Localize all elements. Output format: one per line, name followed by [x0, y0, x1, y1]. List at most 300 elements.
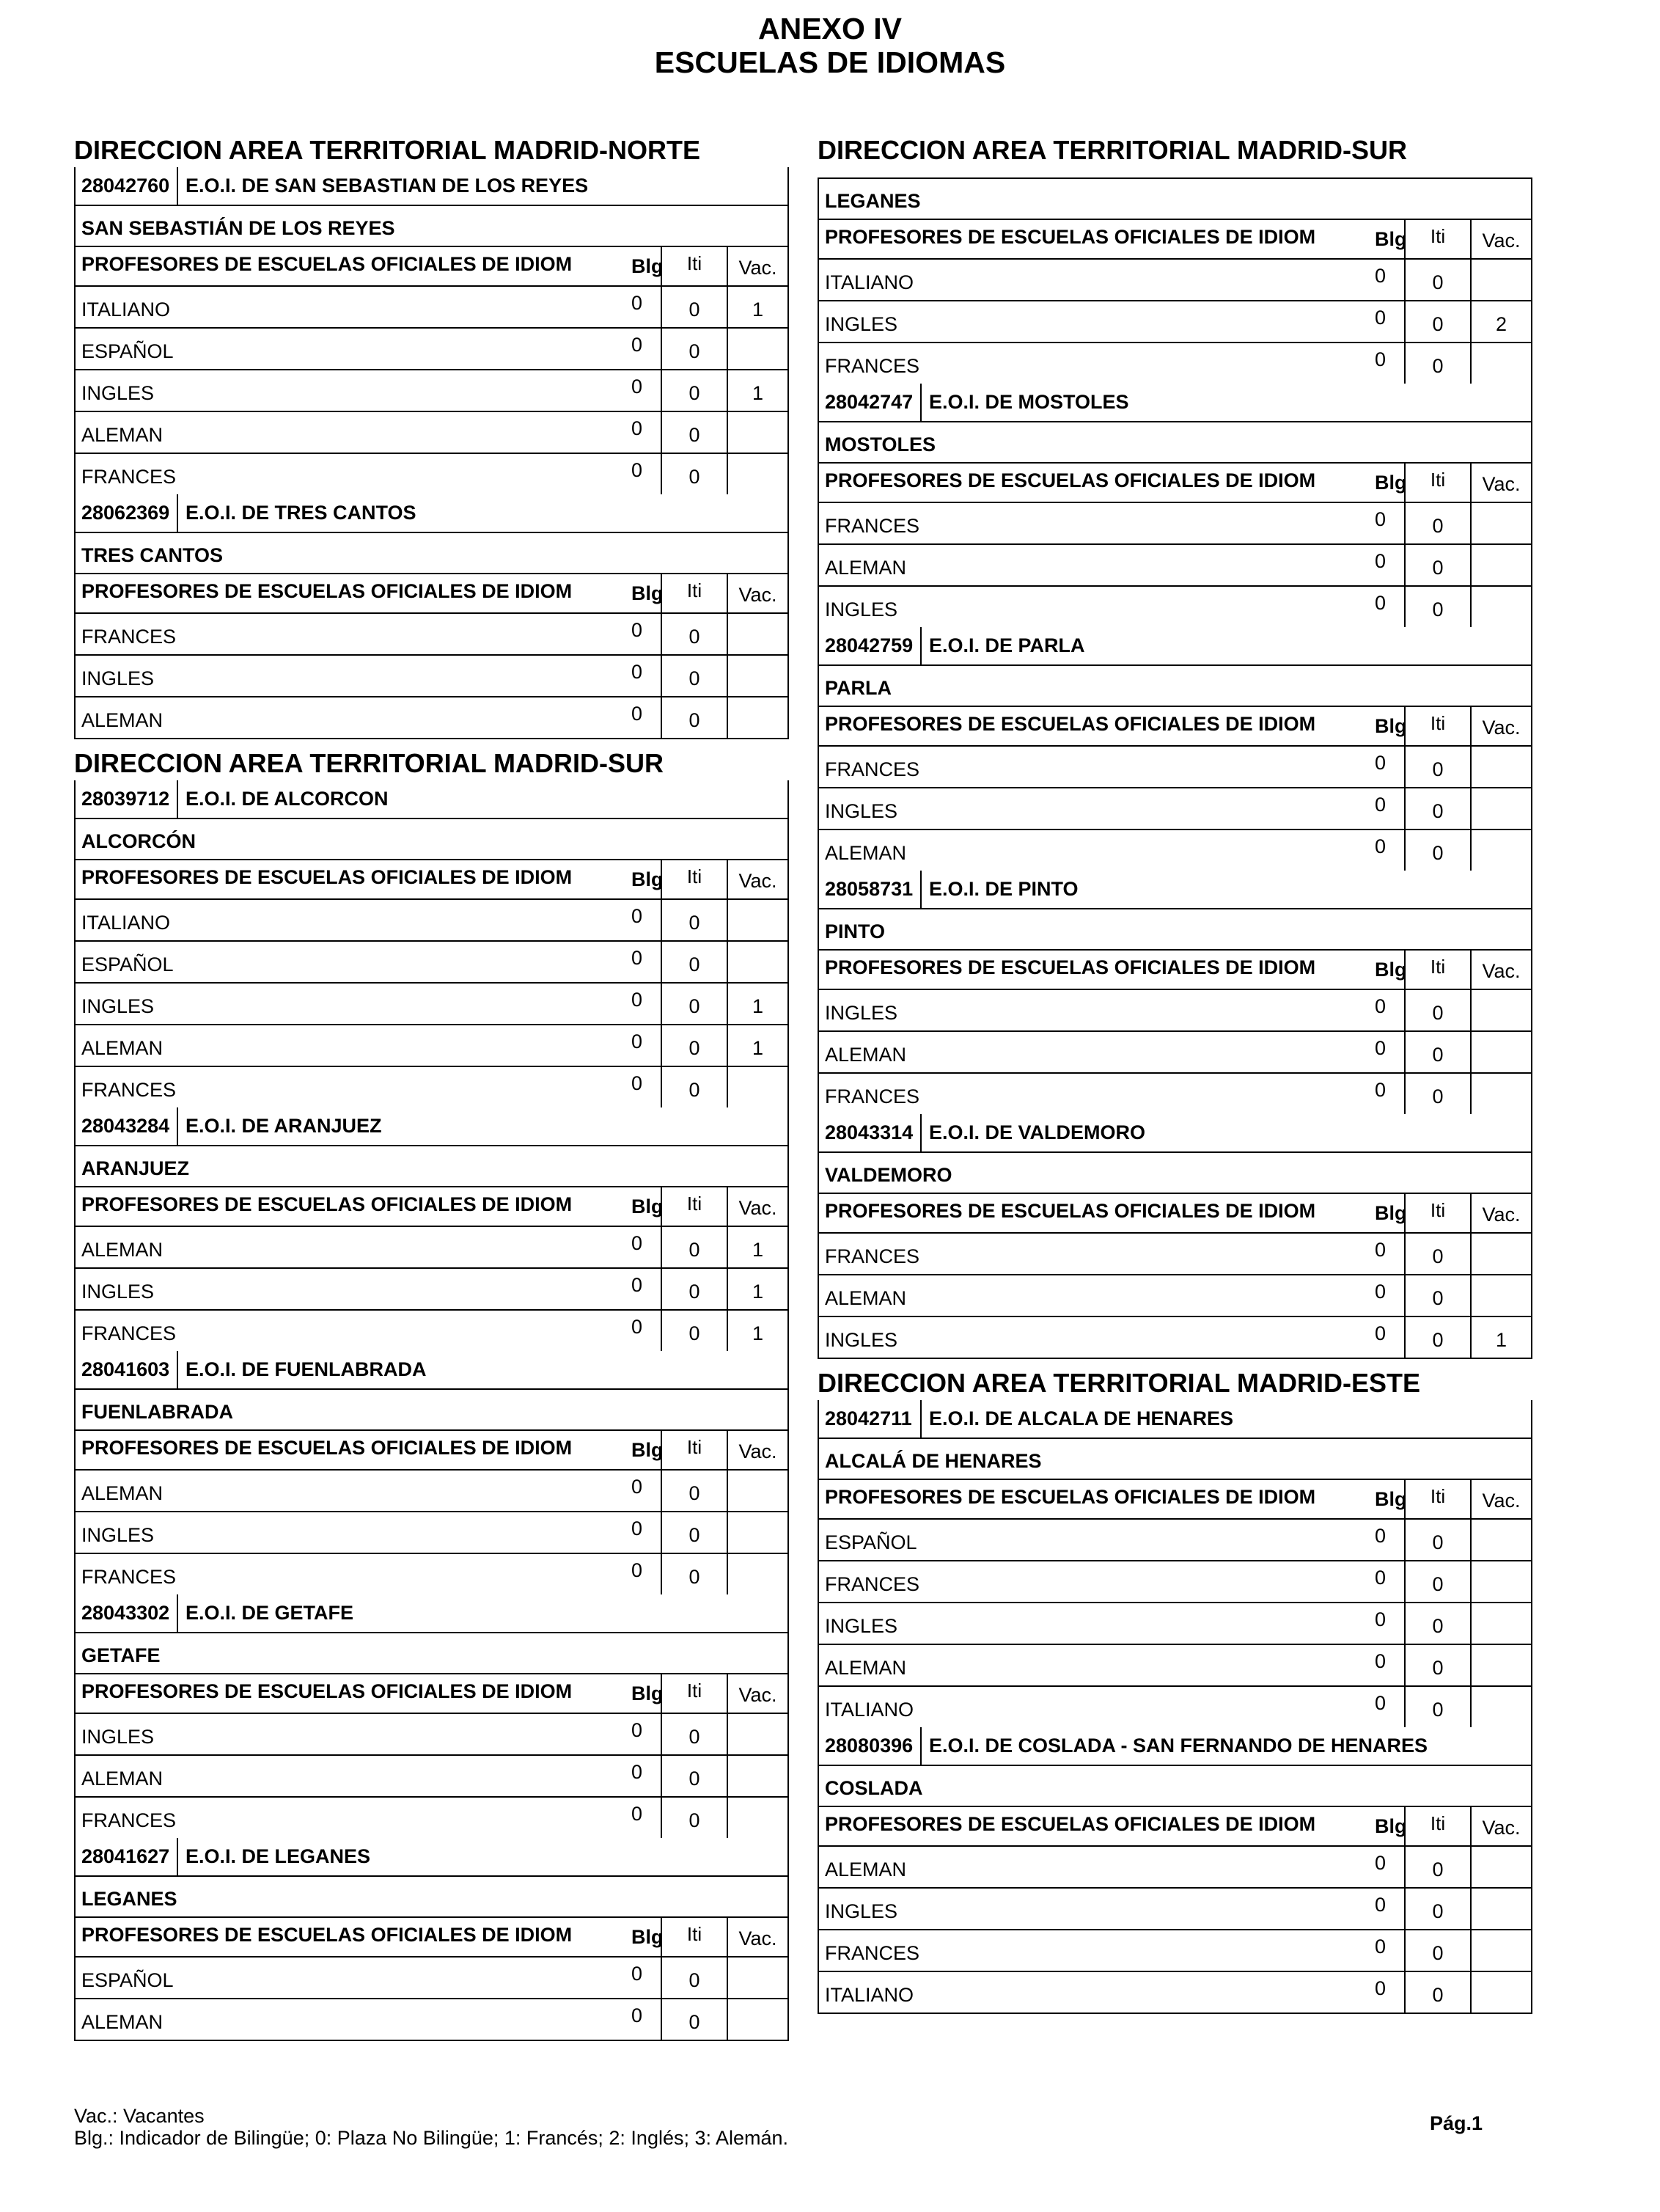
iti-cell: 0: [1404, 503, 1470, 543]
blg-cell: 0: [631, 417, 643, 439]
vacancy-row: [819, 343, 1531, 384]
language-cell: FRANCES: [81, 1566, 177, 1588]
iti-cell: 0: [661, 697, 727, 738]
header-blg: Blg: [1375, 1488, 1407, 1510]
territorial-area-body: [74, 780, 789, 2041]
language-cell: ITALIANO: [81, 299, 171, 321]
language-cell: INGLES: [825, 1615, 898, 1637]
vacancy-row: [76, 287, 787, 329]
vacancies-cell: [1470, 990, 1531, 1030]
vacancies-cell: [1470, 1889, 1531, 1929]
language-cell: ESPAÑOL: [81, 953, 174, 975]
school-section: [819, 384, 1531, 627]
vacancies-cell: 1: [727, 984, 787, 1024]
school-header-row: [76, 1838, 787, 1877]
vacancy-row: [76, 656, 787, 697]
school-locality: PARLA: [819, 666, 1531, 707]
school-name: E.O.I. DE SAN SEBASTIAN DE LOS REYES: [186, 175, 589, 197]
iti-cell: 0: [661, 454, 727, 494]
blg-cell: 0: [1375, 1977, 1387, 1999]
blg-cell: 0: [1375, 508, 1387, 530]
header-vac: Vac.: [727, 247, 787, 285]
territorial-area-title: DIRECCION AREA TERRITORIAL MADRID-ESTE: [818, 1368, 1421, 1398]
language-cell: FRANCES: [825, 758, 920, 780]
school-name: E.O.I. DE LEGANES: [186, 1845, 371, 1867]
language-cell: INGLES: [81, 1281, 155, 1303]
school-locality: ALCORCÓN: [76, 819, 787, 860]
vacancy-row: [819, 1317, 1531, 1358]
header-teacher-type: PROFESORES DE ESCUELAS OFICIALES DE IDIOM: [825, 226, 1316, 248]
header-vac: Vac.: [1470, 951, 1531, 989]
iti-cell: 0: [1404, 1032, 1470, 1072]
school-locality: LEGANES: [76, 1877, 787, 1918]
header-teacher-type: PROFESORES DE ESCUELAS OFICIALES DE IDIOM: [81, 1680, 573, 1702]
vacancies-cell: [727, 1067, 787, 1107]
header-blg: Blg: [1375, 472, 1407, 494]
vacancy-row: [76, 1311, 787, 1351]
header-vac: Vac.: [727, 1187, 787, 1226]
vacancies-cell: [727, 1958, 787, 1998]
school-locality: VALDEMORO: [819, 1153, 1531, 1194]
vacancies-cell: 1: [727, 287, 787, 327]
vacancies-cell: [1470, 830, 1531, 871]
vacancies-cell: [1470, 1234, 1531, 1274]
vacancy-table-header: [819, 707, 1531, 747]
territorial-area-body: [818, 177, 1532, 1359]
school-header-row: [819, 1114, 1531, 1153]
school-name: E.O.I. DE PINTO: [929, 878, 1079, 900]
school-code: 28043284: [76, 1107, 178, 1145]
blg-cell: 0: [631, 1963, 643, 1985]
iti-cell: 0: [661, 287, 727, 327]
iti-cell: 0: [1404, 788, 1470, 829]
school-locality: LEGANES: [819, 177, 1531, 220]
header-iti: Iti: [661, 247, 727, 285]
school-code: 28041627: [76, 1838, 178, 1875]
iti-cell: 0: [1404, 1603, 1470, 1644]
language-cell: FRANCES: [825, 1573, 920, 1595]
iti-cell: 0: [661, 1311, 727, 1351]
territorial-area-body: [74, 167, 789, 739]
header-vac: Vac.: [1470, 464, 1531, 502]
iti-cell: 0: [661, 1958, 727, 1998]
header-vac: Vac.: [1470, 220, 1531, 258]
blg-cell: 0: [631, 292, 643, 314]
blg-cell: 0: [1375, 1322, 1387, 1344]
vacancies-cell: [727, 656, 787, 696]
school-section: [76, 494, 787, 738]
iti-cell: 0: [661, 900, 727, 940]
header-iti: Iti: [1404, 951, 1470, 989]
vacancy-row: [76, 1554, 787, 1594]
vacancies-cell: [727, 1756, 787, 1796]
vacancies-cell: 1: [727, 1269, 787, 1309]
iti-cell: 0: [661, 329, 727, 369]
vacancy-row: [819, 788, 1531, 830]
iti-cell: 0: [661, 412, 727, 453]
iti-cell: 0: [661, 942, 727, 982]
blg-cell: 0: [631, 1030, 643, 1052]
language-cell: ITALIANO: [81, 912, 171, 934]
header-teacher-type: PROFESORES DE ESCUELAS OFICIALES DE IDIOM: [825, 469, 1316, 491]
school-code: 28042747: [819, 384, 922, 421]
language-cell: INGLES: [825, 313, 898, 335]
school-name: E.O.I. DE GETAFE: [186, 1602, 354, 1624]
school-code: 28042760: [76, 167, 178, 205]
vacancies-cell: [727, 1512, 787, 1553]
vacancies-cell: [1470, 1275, 1531, 1316]
school-code: 28043302: [76, 1594, 178, 1632]
vacancy-table-header: [819, 1194, 1531, 1234]
blg-cell: 0: [1375, 752, 1387, 774]
annex-title: ANEXO IV: [758, 12, 902, 45]
language-cell: FRANCES: [81, 466, 177, 488]
vacancy-table-header: [76, 1431, 787, 1471]
vacancy-table-header: [76, 574, 787, 614]
header-vac: Vac.: [727, 1674, 787, 1713]
vacancy-row: [819, 830, 1531, 871]
language-cell: ALEMAN: [81, 1239, 164, 1261]
language-cell: ESPAÑOL: [825, 1531, 917, 1553]
school-name: E.O.I. DE MOSTOLES: [929, 391, 1129, 413]
header-iti: Iti: [1404, 707, 1470, 745]
vacancy-table-header: [819, 220, 1531, 260]
vacancy-row: [819, 301, 1531, 343]
vacancy-row: [819, 990, 1531, 1032]
language-cell: INGLES: [825, 800, 898, 822]
blg-cell: 0: [631, 947, 643, 969]
school-name: E.O.I. DE ALCALA DE HENARES: [929, 1407, 1234, 1429]
school-locality: FUENLABRADA: [76, 1390, 787, 1431]
footer-legend: [74, 2105, 788, 2149]
school-code: 28041603: [76, 1351, 178, 1388]
vacancies-cell: [727, 329, 787, 369]
iti-cell: 0: [1404, 343, 1470, 384]
territorial-area: [818, 133, 1532, 1359]
vacancy-row: [76, 1025, 787, 1067]
vacancies-cell: [727, 900, 787, 940]
left-column: [74, 133, 789, 2041]
vacancies-cell: [727, 697, 787, 738]
school-header-row: [76, 780, 787, 819]
blg-cell: 0: [631, 1072, 643, 1094]
language-cell: INGLES: [81, 667, 155, 689]
header-teacher-type: PROFESORES DE ESCUELAS OFICIALES DE IDIOM: [825, 1486, 1316, 1508]
language-cell: FRANCES: [81, 1809, 177, 1831]
school-section: [76, 1594, 787, 1838]
header-vac: Vac.: [1470, 1194, 1531, 1232]
blg-cell: 0: [1375, 1525, 1387, 1547]
school-header-row: [819, 1400, 1531, 1439]
vacancy-row: [819, 1234, 1531, 1275]
vacancy-row: [76, 1067, 787, 1107]
vacancies-cell: [1470, 788, 1531, 829]
iti-cell: 0: [661, 656, 727, 696]
vacancy-row: [76, 697, 787, 738]
vacancies-cell: 2: [1470, 301, 1531, 342]
vacancy-row: [819, 545, 1531, 587]
iti-cell: 0: [661, 984, 727, 1024]
header-teacher-type: PROFESORES DE ESCUELAS OFICIALES DE IDIOM: [825, 713, 1316, 735]
vacancy-row: [819, 1561, 1531, 1603]
territorial-area: [74, 747, 789, 2041]
vacancy-row: [76, 1227, 787, 1269]
header-vac: Vac.: [1470, 707, 1531, 745]
header-blg: Blg: [631, 1439, 664, 1461]
language-cell: INGLES: [81, 995, 155, 1017]
header-blg: Blg: [1375, 228, 1407, 250]
school-locality: COSLADA: [819, 1766, 1531, 1807]
language-cell: INGLES: [825, 1329, 898, 1351]
vacancies-cell: [1470, 1645, 1531, 1685]
school-section: [76, 167, 787, 494]
school-name: E.O.I. DE ARANJUEZ: [186, 1115, 382, 1137]
school-name: E.O.I. DE COSLADA - SAN FERNANDO DE HENARES: [929, 1735, 1428, 1757]
language-cell: ALEMAN: [825, 842, 907, 864]
language-cell: INGLES: [81, 382, 155, 404]
vacancies-cell: [727, 614, 787, 654]
school-header-row: [819, 627, 1531, 666]
language-cell: FRANCES: [825, 355, 920, 377]
header-teacher-type: PROFESORES DE ESCUELAS OFICIALES DE IDIOM: [81, 1924, 573, 1946]
language-cell: FRANCES: [81, 1079, 177, 1101]
territorial-area: [74, 133, 789, 739]
iti-cell: 0: [1404, 747, 1470, 787]
iti-cell: 0: [661, 1512, 727, 1553]
iti-cell: 0: [1404, 1317, 1470, 1358]
header-blg: Blg: [1375, 1815, 1407, 1837]
school-locality: MOSTOLES: [819, 422, 1531, 464]
language-cell: ALEMAN: [81, 1482, 164, 1504]
vacancies-cell: [1470, 1520, 1531, 1560]
blg-cell: 0: [1375, 1567, 1387, 1589]
page-header: [0, 12, 1660, 79]
language-cell: ALEMAN: [81, 424, 164, 446]
vacancy-row: [819, 1847, 1531, 1889]
iti-cell: 0: [661, 1554, 727, 1594]
iti-cell: 0: [1404, 1275, 1470, 1316]
language-cell: FRANCES: [81, 1322, 177, 1344]
header-iti: Iti: [1404, 464, 1470, 502]
blg-cell: 0: [631, 2004, 643, 2026]
vacancy-row: [76, 614, 787, 656]
school-header-row: [76, 1594, 787, 1633]
language-cell: ESPAÑOL: [81, 1969, 174, 1991]
iti-cell: 0: [661, 614, 727, 654]
header-iti: Iti: [1404, 1480, 1470, 1518]
school-locality: ALCALÁ DE HENARES: [819, 1439, 1531, 1480]
header-vac: Vac.: [727, 860, 787, 898]
school-code: 28080396: [819, 1727, 922, 1765]
iti-cell: 0: [661, 1269, 727, 1309]
school-section: [819, 1727, 1531, 2013]
vacancies-cell: 1: [727, 1311, 787, 1351]
vacancy-row: [819, 587, 1531, 627]
school-section: [76, 1838, 787, 2040]
vacancies-cell: [727, 942, 787, 982]
blg-cell: 0: [631, 619, 643, 641]
vacancies-cell: [727, 1714, 787, 1754]
vacancies-cell: [727, 1471, 787, 1511]
vacancies-cell: [1470, 1603, 1531, 1644]
vacancy-table-header: [76, 1187, 787, 1227]
header-teacher-type: PROFESORES DE ESCUELAS OFICIALES DE IDIOM: [81, 1193, 573, 1215]
blg-cell: 0: [1375, 835, 1387, 857]
vacancies-cell: [1470, 587, 1531, 627]
header-teacher-type: PROFESORES DE ESCUELAS OFICIALES DE IDIOM: [81, 580, 573, 602]
language-cell: INGLES: [825, 1900, 898, 1922]
school-code: 28042711: [819, 1400, 922, 1438]
language-cell: FRANCES: [825, 1942, 920, 1964]
vacancy-table-header: [76, 860, 787, 900]
blg-cell: 0: [1375, 1608, 1387, 1630]
language-cell: ALEMAN: [825, 1657, 907, 1679]
school-name: E.O.I. DE FUENLABRADA: [186, 1358, 427, 1380]
vacancy-row: [819, 1930, 1531, 1972]
iti-cell: 0: [1404, 1561, 1470, 1602]
territorial-area-title: DIRECCION AREA TERRITORIAL MADRID-SUR: [818, 135, 1408, 165]
vacancy-row: [819, 260, 1531, 301]
blg-cell: 0: [631, 1559, 643, 1581]
territorial-area-title: DIRECCION AREA TERRITORIAL MADRID-SUR: [74, 748, 664, 778]
school-code: 28062369: [76, 494, 178, 532]
language-cell: ALEMAN: [825, 557, 907, 579]
vacancy-row: [76, 370, 787, 412]
iti-cell: 0: [1404, 1847, 1470, 1887]
school-section: [76, 1351, 787, 1594]
blg-cell: 0: [631, 1232, 643, 1254]
school-section: [819, 871, 1531, 1114]
school-section: [819, 1400, 1531, 1727]
language-cell: ALEMAN: [81, 1037, 164, 1059]
school-locality: SAN SEBASTIÁN DE LOS REYES: [76, 206, 787, 247]
vacancy-row: [819, 1603, 1531, 1645]
vacancy-table-header: [819, 1807, 1531, 1847]
blg-cell: 0: [1375, 1239, 1387, 1261]
school-name: E.O.I. DE ALCORCON: [186, 788, 389, 810]
header-blg: Blg: [631, 1682, 664, 1704]
iti-cell: 0: [1404, 587, 1470, 627]
school-name: E.O.I. DE PARLA: [929, 634, 1085, 656]
vacancies-cell: 1: [727, 1025, 787, 1066]
blg-cell: 0: [1375, 1079, 1387, 1101]
language-cell: ALEMAN: [81, 709, 164, 731]
vacancy-row: [819, 747, 1531, 788]
language-cell: FRANCES: [825, 515, 920, 537]
legend-blg: Blg.: Indicador de Bilingüe; 0: Plaza No Bilingüe; 1: Francés; 2: Inglés; 3: Alemán.: [74, 2127, 789, 2149]
iti-cell: 0: [1404, 301, 1470, 342]
header-vac: Vac.: [727, 574, 787, 612]
vacancies-cell: [727, 454, 787, 494]
header-teacher-type: PROFESORES DE ESCUELAS OFICIALES DE IDIOM: [81, 866, 573, 888]
iti-cell: 0: [1404, 1645, 1470, 1685]
blg-cell: 0: [631, 1803, 643, 1825]
blg-cell: 0: [1375, 995, 1387, 1017]
vacancies-cell: [1470, 545, 1531, 585]
blg-cell: 0: [631, 703, 643, 725]
blg-cell: 0: [1375, 348, 1387, 370]
header-teacher-type: PROFESORES DE ESCUELAS OFICIALES DE IDIOM: [825, 1813, 1316, 1835]
vacancy-row: [76, 329, 787, 370]
iti-cell: 0: [661, 1025, 727, 1066]
header-iti: Iti: [661, 1187, 727, 1226]
blg-cell: 0: [631, 1274, 643, 1296]
school-code: 28039712: [76, 780, 178, 818]
vacancy-row: [76, 984, 787, 1025]
vacancy-row: [819, 1275, 1531, 1317]
header-blg: Blg: [1375, 1202, 1407, 1224]
right-column: [818, 133, 1532, 2014]
vacancy-row: [76, 900, 787, 942]
iti-cell: 0: [1404, 1889, 1470, 1929]
iti-cell: 0: [661, 1756, 727, 1796]
vacancies-cell: [1470, 343, 1531, 384]
vacancy-row: [76, 1512, 787, 1554]
blg-cell: 0: [631, 1761, 643, 1783]
blg-cell: 0: [1375, 1281, 1387, 1303]
blg-cell: 0: [631, 1316, 643, 1338]
language-cell: INGLES: [825, 598, 898, 620]
header-iti: Iti: [661, 1431, 727, 1469]
vacancies-cell: 1: [1470, 1317, 1531, 1358]
language-cell: ITALIANO: [825, 1984, 914, 2006]
vacancy-table-header: [76, 247, 787, 287]
language-cell: ITALIANO: [825, 1699, 914, 1721]
iti-cell: 0: [661, 1999, 727, 2040]
language-cell: ESPAÑOL: [81, 340, 174, 362]
vacancies-cell: [1470, 503, 1531, 543]
vacancies-cell: [727, 1798, 787, 1838]
blg-cell: 0: [1375, 1692, 1387, 1714]
iti-cell: 0: [1404, 830, 1470, 871]
vacancy-row: [76, 1798, 787, 1838]
school-code: 28058731: [819, 871, 922, 908]
header-vac: Vac.: [727, 1918, 787, 1956]
header-blg: Blg: [631, 1195, 664, 1217]
header-blg: Blg: [631, 582, 664, 604]
vacancy-row: [819, 1074, 1531, 1114]
vacancy-row: [76, 1714, 787, 1756]
vacancies-cell: [1470, 1930, 1531, 1971]
language-cell: ITALIANO: [825, 271, 914, 293]
header-blg: Blg: [631, 255, 664, 277]
header-iti: Iti: [661, 574, 727, 612]
vacancy-row: [76, 942, 787, 984]
header-teacher-type: PROFESORES DE ESCUELAS OFICIALES DE IDIOM: [81, 1437, 573, 1459]
blg-cell: 0: [631, 661, 643, 683]
vacancy-row: [76, 412, 787, 454]
blg-cell: 0: [1375, 1037, 1387, 1059]
vacancy-table-header: [819, 464, 1531, 503]
school-header-row: [819, 871, 1531, 909]
vacancy-row: [76, 1269, 787, 1311]
blg-cell: 0: [631, 1719, 643, 1741]
iti-cell: 0: [1404, 545, 1470, 585]
vacancy-table-header: [819, 1480, 1531, 1520]
header-blg: Blg: [631, 1926, 664, 1948]
school-header-row: [819, 1727, 1531, 1766]
blg-cell: 0: [1375, 550, 1387, 572]
language-cell: FRANCES: [825, 1085, 920, 1107]
vacancy-row: [819, 1972, 1531, 2013]
iti-cell: 0: [1404, 1234, 1470, 1274]
header-iti: Iti: [1404, 1194, 1470, 1232]
vacancy-row: [76, 1958, 787, 1999]
iti-cell: 0: [1404, 1687, 1470, 1727]
language-cell: INGLES: [81, 1726, 155, 1748]
language-cell: ALEMAN: [81, 2011, 164, 2033]
school-name: E.O.I. DE TRES CANTOS: [186, 502, 416, 524]
